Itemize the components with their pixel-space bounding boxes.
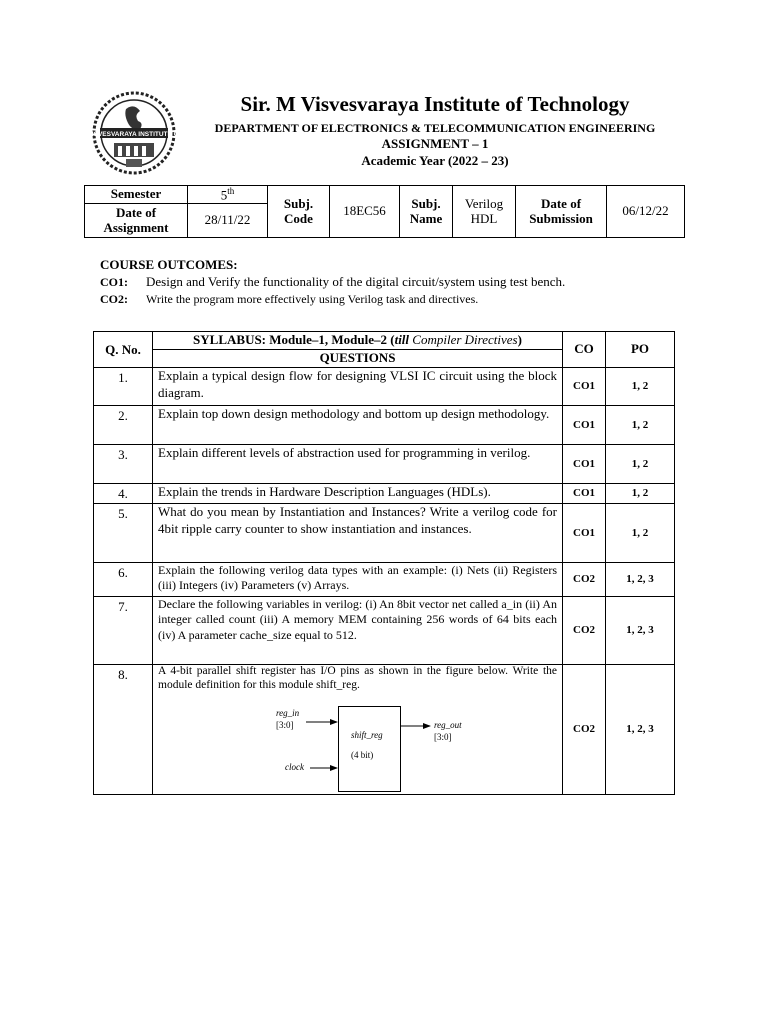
question-text: Explain top down design methodology and bottom up design methodology. — [153, 405, 563, 444]
question-po: 1, 2 — [606, 367, 675, 405]
date-submission-value: 06/12/22 — [607, 186, 685, 238]
question-number: 5. — [94, 503, 153, 562]
co-header: CO — [563, 332, 606, 368]
question-number: 6. — [94, 562, 153, 596]
question-co: CO1 — [563, 483, 606, 503]
assignment-title: ASSIGNMENT – 1 — [381, 136, 489, 151]
reg-out-label: reg_out — [434, 720, 462, 731]
question-po: 1, 2 — [606, 503, 675, 562]
question-text: A 4-bit parallel shift register has I/O pins as shown in the figure below. Write the module definition for this module shift_reg. — [158, 664, 557, 691]
table-row — [94, 503, 675, 562]
question-text: Explain a typical design flow for designing VLSI IC circuit using the block diagram. — [153, 367, 563, 405]
module-name: shift_reg — [351, 730, 383, 741]
question-co: CO1 — [563, 367, 606, 405]
question-co: CO2 — [563, 596, 606, 664]
questions-table — [93, 331, 675, 795]
semester-label: Semester — [85, 186, 188, 204]
institute-logo — [65, 91, 203, 175]
subject-code-label: Subj. Code — [268, 186, 330, 238]
reg-out-bits: [3:0] — [434, 732, 452, 743]
syllabus-header: SYLLABUS: Module–1, Module–2 (till Compiler Directives) — [153, 332, 563, 350]
question-po: 1, 2, 3 — [606, 664, 675, 795]
question-co: CO2 — [563, 664, 606, 795]
table-row — [94, 444, 675, 483]
question-text: Declare the following variables in verilog: (i) An 8bit vector net called a_in (ii) An integer called count (iii) A memory MEM containing 256 words of 64 bits each (iv) A parameter cache_size equal to 512. — [153, 596, 563, 664]
course-outcome-1: CO1: Design and Verify the functionality of the digital circuit/system using test bench. — [100, 274, 566, 289]
question-po: 1, 2, 3 — [606, 562, 675, 596]
table-row — [94, 664, 675, 795]
assignment-info-table — [84, 185, 685, 238]
question-number: 4. — [94, 483, 153, 503]
questions-header: QUESTIONS — [153, 350, 563, 368]
question-number: 3. — [94, 444, 153, 483]
question-text: Explain different levels of abstraction used for programming in verilog. — [153, 444, 563, 483]
question-text: Explain the trends in Hardware Description Languages (HDLs). — [153, 483, 563, 503]
table-row — [94, 562, 675, 596]
subject-code-value: 18EC56 — [330, 186, 400, 238]
subject-name-label: Subj. Name — [400, 186, 453, 238]
date-submission-label: Date of Submission — [516, 186, 607, 238]
question-text: What do you mean by Instantiation and Instances? Write a verilog code for 4bit ripple carry counter to show instantiation and instances. — [153, 503, 563, 562]
reg-in-bits: [3:0] — [276, 720, 294, 731]
question-co: CO1 — [563, 405, 606, 444]
clock-label: clock — [285, 762, 304, 773]
module-bits: (4 bit) — [351, 750, 374, 761]
table-row — [94, 367, 675, 405]
question-po: 1, 2 — [606, 444, 675, 483]
question-number: 2. — [94, 405, 153, 444]
reg-in-label: reg_in — [276, 708, 300, 719]
academic-year: Academic Year (2022 – 23) — [361, 153, 509, 168]
question-number: 8. — [94, 664, 153, 795]
date-assignment-value: 28/11/22 — [188, 204, 268, 238]
shift-register-block — [338, 706, 401, 792]
question-po: 1, 2 — [606, 405, 675, 444]
table-row — [94, 483, 675, 503]
question-po: 1, 2 — [606, 483, 675, 503]
table-row — [94, 405, 675, 444]
department-name: DEPARTMENT OF ELECTRONICS & TELECOMMUNICATION ENGINEERING — [214, 121, 656, 135]
table-row — [94, 596, 675, 664]
subject-name-value: Verilog HDL — [453, 186, 516, 238]
logo-text: SIR M. VISVESVARAYA INSTITUTE OF TECH — [65, 131, 203, 138]
qno-header: Q. No. — [94, 332, 153, 368]
question-cell — [153, 664, 563, 795]
date-assignment-label: Date of Assignment — [85, 204, 188, 238]
question-co: CO2 — [563, 562, 606, 596]
question-co: CO1 — [563, 503, 606, 562]
question-number: 1. — [94, 367, 153, 405]
question-po: 1, 2, 3 — [606, 596, 675, 664]
course-outcome-2: CO2: Write the program more effectively using Verilog task and directives. — [100, 292, 479, 306]
question-number: 7. — [94, 596, 153, 664]
semester-value: 5th — [188, 186, 268, 204]
question-co: CO1 — [563, 444, 606, 483]
institute-name: Sir. M Visvesvaraya Institute of Technology — [240, 92, 630, 116]
course-outcomes-heading: COURSE OUTCOMES: — [100, 257, 238, 272]
question-text: Explain the following verilog data types with an example: (i) Nets (ii) Registers (iii) Integers (iv) Parameters (v) Arrays. — [153, 562, 563, 596]
po-header: PO — [606, 332, 675, 368]
shift-register-figure — [158, 696, 557, 794]
